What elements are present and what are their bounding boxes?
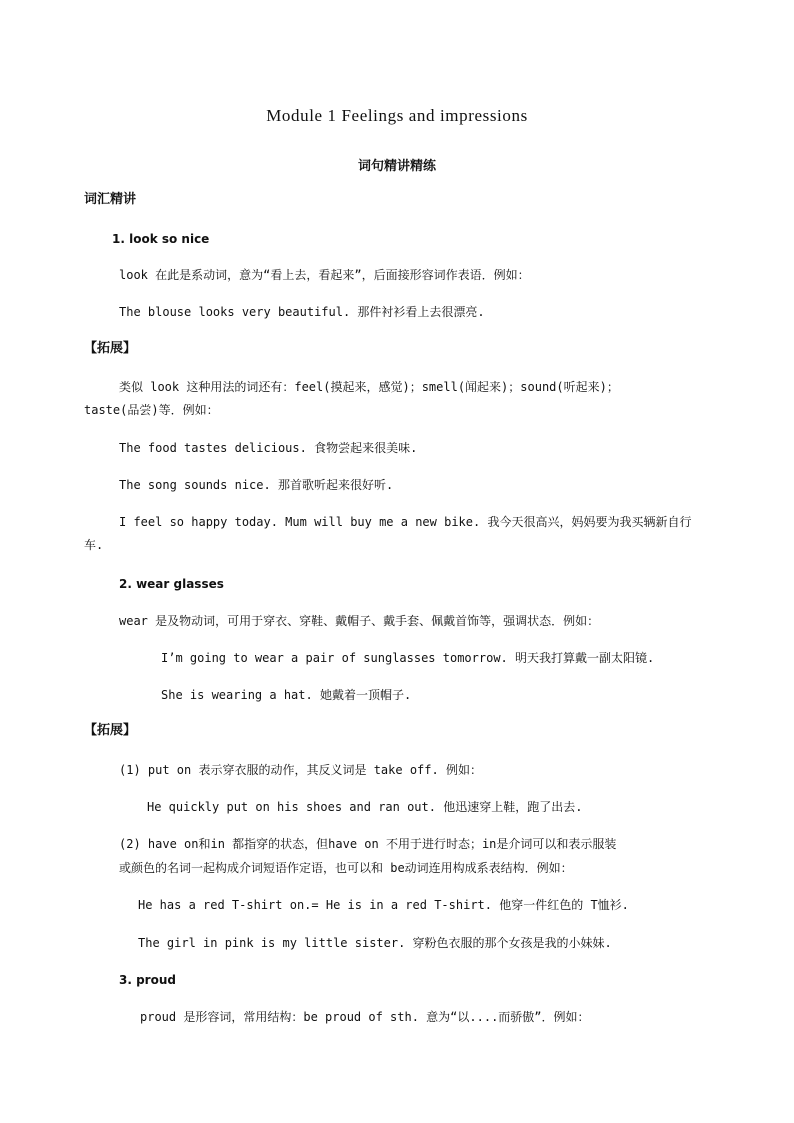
item2-example1: I’m going to wear a pair of sunglasses tomorrow. 明天我打算戴一副太阳镜. [161,651,655,665]
item1-heading: 1. look so nice [112,232,210,246]
expand2-point2-example2: The girl in pink is my little sister. 穿粉色衣服的那个女孩是我的小妹妹. [138,936,612,950]
expand2-point2-line2: 或颜色的名词一起构成介词短语作定语，也可以和 be动词连用构成系表结构．例如： [119,861,573,875]
expand1-text-line1: 类似 look 这种用法的词还有：feel(摸起来，感觉)；smell(闻起来)；sound(听起来)； [119,380,619,394]
page-title: Module 1 Feelings and impressions [266,106,528,125]
item3-explanation: proud 是形容词，常用结构：be proud of sth. 意为“以....而骄傲”．例如： [140,1010,590,1024]
expand1-text-line2: taste(品尝)等．例如： [84,403,219,417]
expand1-example1: The food tastes delicious. 食物尝起来很美味. [119,441,418,455]
expand2-point1-example: He quickly put on his shoes and ran out. 他迅速穿上鞋，跑了出去. [147,800,583,814]
expand2-label: 【拓展】 [84,723,137,738]
item2-example2: She is wearing a hat. 她戴着一顶帽子. [161,688,412,702]
expand1-example3-line1: I feel so happy today. Mum will buy me a new bike. 我今天很高兴，妈妈要为我买辆新自行 [119,515,692,529]
expand2-point2-example1: He has a red T-shirt on.= He is in a red T-shirt. 他穿一件红色的 T恤衫. [138,898,629,912]
item1-explanation: look 在此是系动词，意为“看上去，看起来”，后面接形容词作表语．例如： [119,268,530,282]
expand1-example3-line2: 车. [84,538,104,552]
page-subtitle: 词句精讲精练 [357,159,436,174]
item2-explanation: wear 是及物动词，可用于穿衣、穿鞋、戴帽子、戴手套、佩戴首饰等，强调状态．例如： [119,614,600,628]
expand2-point1: (1) put on 表示穿衣服的动作，其反义词是 take off. 例如： [119,763,482,777]
item3-heading: 3. proud [119,973,176,987]
item2-heading: 2. wear glasses [119,577,224,591]
expand1-label: 【拓展】 [84,341,137,356]
section-heading-vocab: 词汇精讲 [84,192,137,207]
item1-example: The blouse looks very beautiful. 那件衬衫看上去很漂亮. [119,305,485,319]
expand2-point2-line1: (2) have on和in 都指穿的状态，但have on 不用于进行时态；in是介词可以和表示服装 [119,837,617,851]
expand1-example2: The song sounds nice. 那首歌听起来很好听. [119,478,394,492]
